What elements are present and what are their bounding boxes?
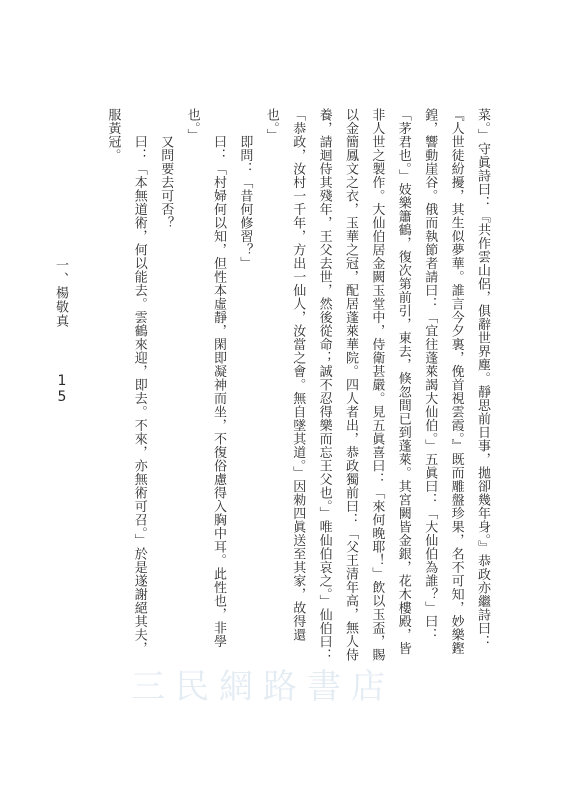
running-header: 一、楊敬真 bbox=[53, 258, 68, 328]
text-column: 也。」 bbox=[184, 108, 200, 142]
text-column: 菜。」守眞詩曰：『共作雲山侶，俱辭世界塵。靜思前日事，拋卻幾年身。』恭政亦繼詩曰： bbox=[475, 108, 490, 649]
text-column: 『人世徒紛擾，其生似夢華。誰言今夕裏，俛首視雲霞。』既而雕盤珍果，名不可知，妙樂鏗 bbox=[448, 108, 464, 655]
page-number: 15 bbox=[54, 373, 70, 405]
text-column: 鍠，響動崖谷。俄而執節者請曰：「宜往蓬萊謁大仙伯。」五眞曰：「大仙伯為誰？」曰： bbox=[422, 108, 438, 642]
watermark-text: 三民網路書店 bbox=[131, 667, 395, 707]
text-column: 曰：「村婦何以知，但性本虛靜，閑即凝神而坐，不復俗慮得入胸中耳。此性也，非學 bbox=[211, 108, 226, 648]
watermark-logo bbox=[88, 662, 438, 710]
text-column: 又問要去可否？ bbox=[158, 108, 174, 230]
text-column: 養，請迴侍其殘年，王父去世，然後從命；誠不忍得樂而忘王父也。」唯仙伯哀之。」仙伯曰： bbox=[316, 108, 332, 662]
text-column: 曰：「本無道術，何以能去。雲鶴來迎，即去。不來，亦無術可召。」於是遂謝絕其夫， bbox=[131, 108, 147, 655]
text-column: 以金簡鳳文之衣，玉華之冠，配居蓬萊華院。四人者出，恭政獨前曰：「父王清年高，無人侍 bbox=[343, 108, 358, 662]
text-column: 也。」 bbox=[263, 108, 279, 142]
text-column: 「恭政，汝村一千年，方出一仙人，汝當之會。無自墜其道。」因勑四眞送至其家，故得還 bbox=[290, 108, 306, 642]
text-column: 「茅君也。」妓樂簫鶴，復次第前引，東去，倏忽間已到蓬萊。其宮闕皆金銀，花木樓殿，皆 bbox=[395, 108, 411, 655]
text-column: 服黃冠。 bbox=[105, 108, 121, 162]
text-column: 非人世之製作。大仙伯居金闕玉堂中，侍衛甚嚴。見五眞喜曰：「來何晚耶！」飲以玉盃，賜 bbox=[369, 108, 385, 662]
text-column: 即問：「昔何修習？」 bbox=[237, 108, 253, 270]
